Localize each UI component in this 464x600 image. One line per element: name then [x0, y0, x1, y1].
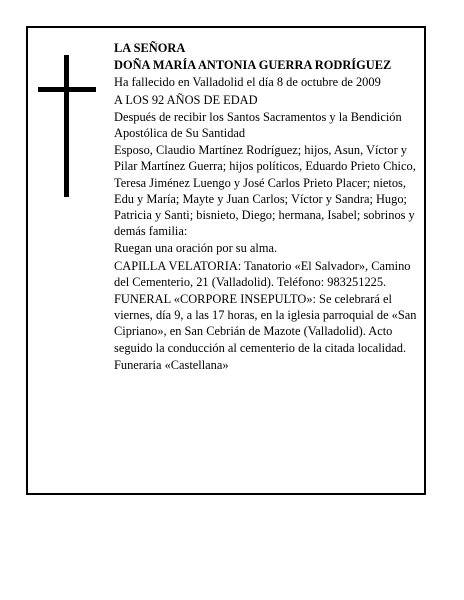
- funeral-info: FUNERAL «CORPORE INSEPULTO»: Se celebrará el viernes, día 9, a las 17 horas, en la iglesia parroquial de «San Cipriano», en San Cebrián de Mazote (Valladolid). Acto seguido la conducción al cementerio de la citada localidad.: [114, 292, 417, 355]
- funeral-home: Funeraria «Castellana»: [114, 357, 229, 372]
- chapel-info: CAPILLA VELATORIA: Tanatorio «El Salvador», Camino del Cementerio, 21 (Valladolid). Teléfono: 983251225.: [114, 258, 411, 289]
- cross-horizontal-bar: [38, 87, 96, 92]
- title-line: LA SEÑORA: [114, 41, 186, 55]
- deceased-name: DOÑA MARÍA ANTONIA GUERRA RODRÍGUEZ: [114, 58, 392, 73]
- death-announcement: Ha fallecido en Valladolid el día 8 de octubre de 2009: [114, 75, 381, 90]
- family-list: Esposo, Claudio Martínez Rodríguez; hijos, Asun, Víctor y Pilar Martínez Guerra; hijos políticos, Eduardo Prieto Chico, Teresa Jiménez Luengo y José Carlos Prieto Placer; nietos, Edu y María; Mayte y Juan Carlos; Víctor y Sandra; Hugo; Patricia y Santi; bisnieto, Diego; hermana, Isabel; sobrinos y demás familia:: [114, 143, 416, 239]
- age-line: A LOS 92 AÑOS DE EDAD: [114, 92, 258, 107]
- sacraments-line: Después de recibir los Santos Sacramentos y la Bendición Apostólica de Su Santidad: [114, 109, 402, 141]
- obituary-text: [114, 40, 424, 374]
- cross-icon: [38, 55, 98, 197]
- cross-vertical-bar: [64, 55, 69, 197]
- prayer-request: Ruegan una oración por su alma.: [114, 241, 278, 256]
